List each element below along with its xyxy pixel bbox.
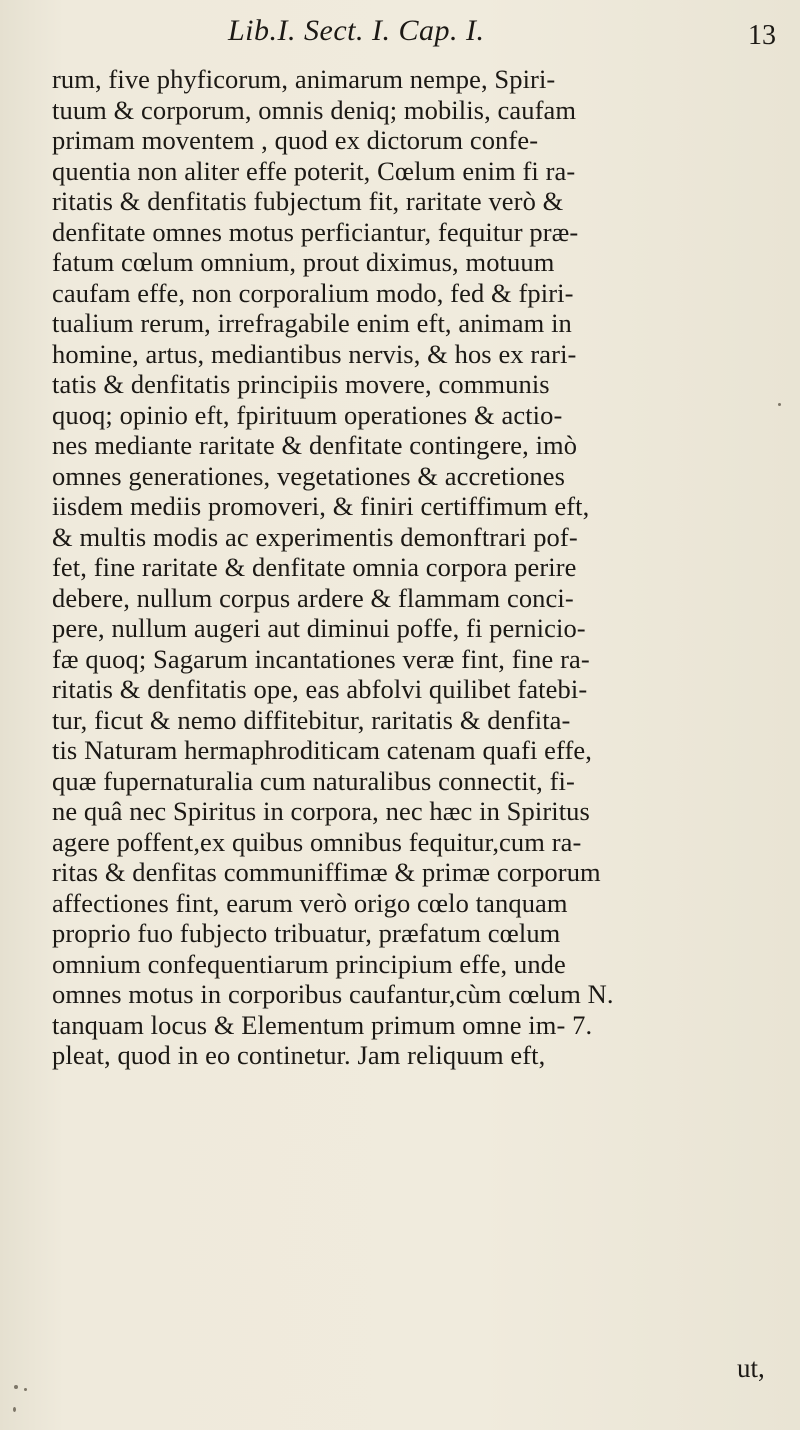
text-line-20: fæ quoq; Sagarum incantationes veræ fint, fine ra- — [52, 643, 590, 674]
text-line-22: tur, ficut & nemo diffitebitur, raritatis & denfita- — [52, 704, 571, 735]
text-line-24: quæ fupernaturalia cum naturalibus connectit, fi- — [52, 765, 575, 796]
text-line-3: primam moventem , quod ex dictorum confe- — [52, 125, 539, 155]
paper-speck — [778, 403, 781, 406]
text-line-18: debere, nullum corpus ardere & flammam conci- — [52, 582, 574, 613]
text-line-19: pere, nullum augeri aut diminui poffe, fi pernicio- — [52, 613, 586, 643]
text-line-6: denfitate omnes motus perficiantur, fequitur præ- — [52, 216, 579, 247]
text-line-8: caufam effe, non corporalium modo, fed & fpiri- — [52, 277, 574, 308]
text-line-5: ritatis & denfitatis fubjectum fit, raritate verò & — [52, 186, 564, 216]
running-head — [0, 14, 800, 54]
text-line-15: iisdem mediis promoveri, & finiri certiffimum eft, — [52, 491, 590, 521]
page-number: 13 — [748, 20, 776, 51]
text-line-33: pleat, quod in eo continetur. Jam reliquum eft, — [52, 1040, 546, 1070]
text-line-14: omnes generationes, vegetationes & accretiones — [52, 460, 566, 491]
text-line-21: ritatis & denfitatis ope, eas abfolvi quilibet fatebi- — [52, 674, 588, 704]
text-line-16: & multis modis ac experimentis demonftrari pof- — [52, 521, 578, 552]
text-line-26: agere poffent,ex quibus omnibus fequitur,cum ra- — [52, 826, 582, 857]
text-line-11: tatis & denfitatis principiis movere, communis — [52, 369, 550, 399]
text-line-1: rum, five phyficorum, animarum nempe, Spiri- — [52, 64, 556, 94]
paper-speck — [13, 1407, 16, 1412]
paper-speck — [24, 1388, 27, 1391]
body-text — [52, 64, 800, 1071]
text-line-27: ritas & denfitas communiffimæ & primæ corporum — [52, 857, 601, 887]
text-line-4: quentia non aliter effe poterit, Cœlum enim fi ra- — [52, 155, 576, 186]
text-line-9: tualium rerum, irrefragabile enim eft, animam in — [52, 308, 572, 338]
text-line-29: proprio fuo fubjecto tribuatur, præfatum cœlum — [52, 918, 561, 948]
text-line-32: tanquam locus & Elementum primum omne im- 7. — [52, 1009, 593, 1040]
text-line-31: omnes motus in corporibus caufantur,cùm cœlum N. — [52, 979, 614, 1009]
catchword: ut, — [737, 1353, 765, 1383]
text-line-25: ne quâ nec Spiritus in corpora, nec hæc in Spiritus — [52, 796, 590, 826]
text-line-17: fet, fine raritate & denfitate omnia corpora perire — [52, 552, 577, 582]
text-line-2: tuum & corporum, omnis deniq; mobilis, caufam — [52, 94, 577, 125]
text-line-7: fatum cœlum omnium, prout diximus, motuum — [52, 247, 555, 277]
text-line-12: quoq; opinio eft, fpirituum operationes & actio- — [52, 399, 563, 430]
text-line-28: affectiones fint, earum verò origo cœlo tanquam — [52, 887, 568, 918]
paper-speck — [14, 1385, 18, 1389]
text-line-23: tis Naturam hermaphroditicam catenam quafi effe, — [52, 735, 592, 765]
text-line-13: nes mediante raritate & denfitate contingere, imò — [52, 430, 578, 460]
text-line-30: omnium confequentiarum principium effe, unde — [52, 948, 566, 979]
text-line-10: homine, artus, mediantibus nervis, & hos ex rari- — [52, 338, 577, 369]
running-title: Lib.I. Sect. I. Cap. I. — [228, 14, 485, 47]
